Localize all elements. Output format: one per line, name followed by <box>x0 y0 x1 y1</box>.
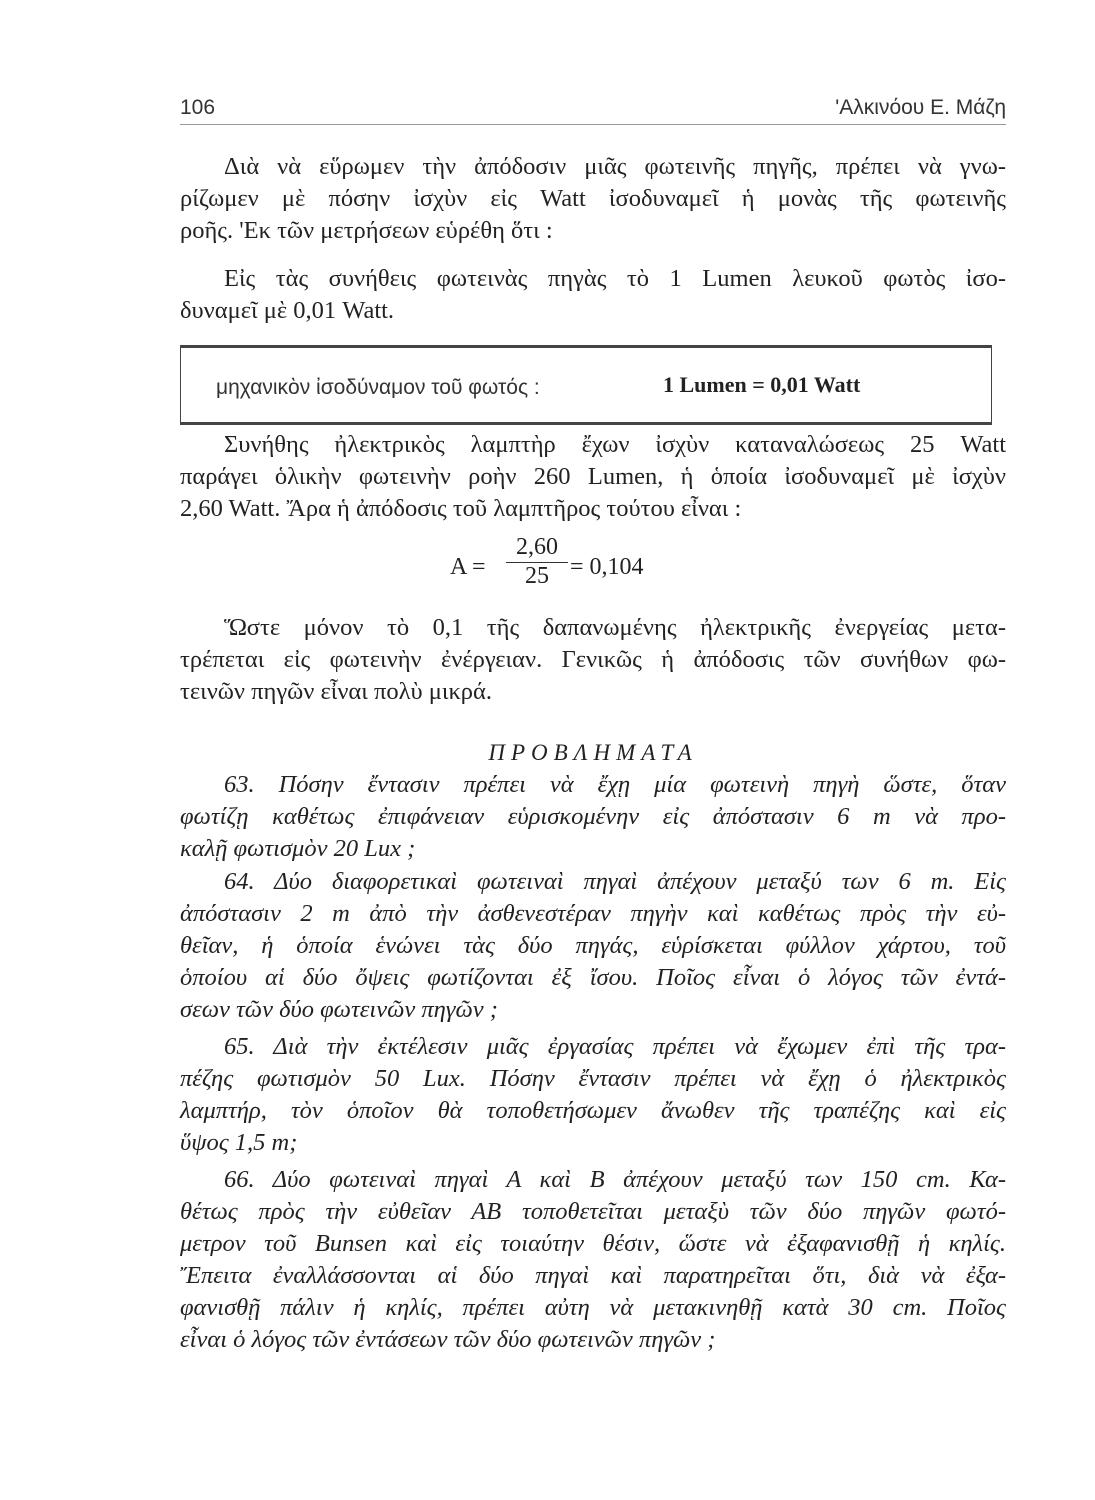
text-line: εἶναι ὁ λόγος τῶν ἐντάσεων τῶν δύο φωτεινῶν πηγῶν ; <box>180 1326 716 1353</box>
text-line: 64. Δύο διαφορετικαὶ φωτειναὶ πηγαὶ ἀπέχουν μεταξύ των 6 m. Εἰς <box>224 868 1006 895</box>
problem-64 <box>180 866 1006 1026</box>
text-line: πέζης φωτισμὸν 50 Lux. Πόσην ἔντασιν πρέπει νὰ ἔχῃ ὁ ἠλεκτρικὸς <box>180 1065 1006 1092</box>
page-number: 106 <box>180 96 216 119</box>
numerator: 2,60 <box>506 534 568 563</box>
paragraph-1 <box>180 151 1006 247</box>
text-line: Διὰ νὰ εὕρωμεν τὴν ἀπόδοσιν μιᾶς φωτεινῆς πηγῆς, πρέπει νὰ γνω- <box>224 153 1006 180</box>
equation-rhs: = 0,104 <box>570 554 644 580</box>
text-line: ροῆς. 'Εκ τῶν μετρήσεων εὑρέθη ὅτι : <box>180 217 553 244</box>
text-line: παράγει ὁλικὴν φωτεινὴν ροὴν 260 Lumen, ἡ ὁποία ἰσοδυναμεῖ μὲ ἰσχὺν <box>180 463 1006 490</box>
text-line: ἀπόστασιν 2 m ἀπὸ τὴν ἀσθενεστέραν πηγὴν καὶ καθέτως πρὸς τὴν εὐ- <box>180 900 1006 927</box>
definition-box <box>180 345 992 425</box>
text-line: θέτως πρὸς τὴν εὐθεῖαν ΑΒ τοποθετεῖται μεταξὺ τῶν δύο πηγῶν φωτό- <box>180 1198 1006 1225</box>
text-line: τρέπεται εἰς φωτεινὴν ἐνέργειαν. Γενικῶς ἡ ἀπόδοσις τῶν συνήθων φω- <box>180 646 1006 673</box>
paragraph-4 <box>180 612 1006 708</box>
equation-lhs: A = <box>450 554 486 580</box>
text-line: 63. Πόσην ἔντασιν πρέπει νὰ ἔχῃ μία φωτεινὴ πηγὴ ὥστε, ὅταν <box>224 771 1006 798</box>
problem-63 <box>180 769 1006 865</box>
text-line: 2,60 Watt. Ἄρα ἡ ἀπόδοσις τοῦ λαμπτῆρος τούτου εἶναι : <box>180 495 742 522</box>
text-line: τεινῶν πηγῶν εἶναι πολὺ μικρά. <box>180 678 492 705</box>
text-line: ρίζωμεν μὲ πόσην ἰσχὺν εἰς Watt ἰσοδυναμεῖ ἡ μονὰς τῆς φωτεινῆς <box>180 185 1006 212</box>
paragraph-3 <box>180 429 1006 525</box>
text-line: δυναμεῖ μὲ 0,01 Watt. <box>180 297 395 324</box>
text-line: Συνήθης ἠλεκτρικὸς λαμπτὴρ ἔχων ἰσχὺν καταναλώσεως 25 Watt <box>224 431 1006 458</box>
paragraph-2 <box>180 263 1006 327</box>
text-line: Εἰς τὰς συνήθεις φωτεινὰς πηγὰς τὸ 1 Lumen λευκοῦ φωτὸς ἰσο- <box>224 265 1006 292</box>
text-line: φωτίζῃ καθέτως ἐπιφάνειαν εὑρισκομένην εἰς ἀπόστασιν 6 m νὰ προ- <box>180 803 1006 830</box>
denominator: 25 <box>525 563 549 589</box>
problem-66 <box>180 1164 1006 1356</box>
text-line: λαμπτήρ, τὸν ὁποῖον θὰ τοποθετήσωμεν ἄνωθεν τῆς τραπέζης καὶ εἰς <box>180 1097 1006 1124</box>
text-line: θεῖαν, ἡ ὁποία ἑνώνει τὰς δύο πηγάς, εὑρίσκεται φύλλον χάρτου, τοῦ <box>180 932 1006 959</box>
text-line: μετρον τοῦ Bunsen καὶ εἰς τοιαύτην θέσιν, ὥστε νὰ ἐξαφανισθῇ ἡ κηλίς. <box>180 1230 1006 1257</box>
text-line: σεων τῶν δύο φωτεινῶν πηγῶν ; <box>180 996 498 1023</box>
text-line: Ὥστε μόνον τὸ 0,1 τῆς δαπανωμένης ἠλεκτρικῆς ἐνεργείας μετα- <box>224 614 1006 641</box>
problem-65 <box>180 1031 1006 1159</box>
running-header <box>180 92 1006 125</box>
fraction <box>506 534 568 591</box>
text-line: ὕψος 1,5 m; <box>180 1129 298 1156</box>
text-line: 65. Διὰ τὴν ἐκτέλεσιν μιᾶς ἐργασίας πρέπει νὰ ἔχωμεν ἐπὶ τῆς τρα- <box>224 1033 1006 1060</box>
author-name: 'Αλκινόου Ε. Μάζη <box>835 96 1006 119</box>
definition-value: 1 Lumen = 0,01 Watt <box>663 372 861 397</box>
text-line: καλῇ φωτισμὸν 20 Lux ; <box>180 835 416 862</box>
text-line: ὁποίου αἱ δύο ὄψεις φωτίζονται ἐξ ἴσου. Ποῖος εἶναι ὁ λόγος τῶν ἐντά- <box>180 964 1006 991</box>
definition-label: μηχανικὸν ἰσοδύναμον τοῦ φωτός : <box>216 376 540 399</box>
text-line: Ἔπειτα ἐναλλάσσονται αἱ δύο πηγαὶ καὶ παρατηρεῖται ὅτι, διὰ νὰ ἐξα- <box>180 1262 1006 1289</box>
problems-heading: ΠΡΟΒΛΗΜΑΤΑ <box>488 740 698 765</box>
text-line: φανισθῇ πάλιν ἡ κηλίς, πρέπει αὐτη νὰ μετακινηθῇ κατὰ 30 cm. Ποῖος <box>180 1294 1006 1321</box>
text-line: 66. Δύο φωτειναὶ πηγαὶ Α καὶ Β ἀπέχουν μεταξύ των 150 cm. Κα- <box>224 1166 1006 1193</box>
